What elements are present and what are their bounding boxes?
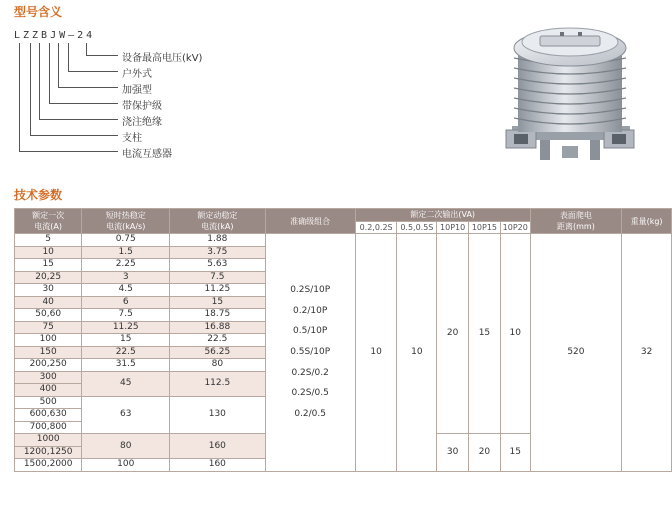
- cell-primary: 1500,2000: [15, 459, 82, 472]
- cell-thermal: 63: [82, 396, 170, 434]
- transformer-image: [500, 8, 640, 168]
- cell-thermal: 22.5: [82, 346, 170, 359]
- cell-primary: 30: [15, 284, 82, 297]
- cell-primary: 300: [15, 371, 82, 384]
- cell-thermal: 45: [82, 371, 170, 396]
- cell-dynamic: 3.75: [170, 246, 265, 259]
- output-10p15-lower: 20: [469, 434, 501, 472]
- subheader-02: 0.2,0.2S: [355, 221, 397, 234]
- cell-thermal: 1.5: [82, 246, 170, 259]
- cell-thermal: 7.5: [82, 309, 170, 322]
- legend-cast-insulation: 浇注绝缘: [122, 117, 162, 128]
- cell-dynamic: 160: [170, 459, 265, 472]
- accuracy-item: 0.2/10P: [293, 305, 328, 316]
- cell-primary: 10: [15, 246, 82, 259]
- accuracy-item: 0.2S/10P: [290, 284, 331, 295]
- output-10p20-lower: 15: [500, 434, 530, 472]
- cell-primary: 5: [15, 234, 82, 247]
- cell-dynamic: 160: [170, 434, 265, 459]
- output-05-cell: 10: [397, 234, 437, 472]
- cell-thermal: 80: [82, 434, 170, 459]
- cell-thermal: 11.25: [82, 321, 170, 334]
- cell-primary: 1000: [15, 434, 82, 447]
- cell-primary: 1200,1250: [15, 446, 82, 459]
- header-rated-primary: 额定一次 电流(A): [15, 209, 82, 234]
- cell-thermal: 2.25: [82, 259, 170, 272]
- cell-dynamic: 1.88: [170, 234, 265, 247]
- subheader-05: 0.5,0.5S: [397, 221, 437, 234]
- accuracy-item: 0.2S/0.2: [291, 367, 329, 378]
- cell-thermal: 4.5: [82, 284, 170, 297]
- cell-primary: 50,60: [15, 309, 82, 322]
- cell-primary: 400: [15, 384, 82, 397]
- cell-dynamic: 7.5: [170, 271, 265, 284]
- output-02-cell: 10: [355, 234, 397, 472]
- cell-primary: 700,800: [15, 421, 82, 434]
- header-secondary-output: 额定二次输出(VA): [355, 209, 530, 222]
- legend-post: 支柱: [122, 133, 142, 144]
- cell-primary: 75: [15, 321, 82, 334]
- cell-dynamic: 15: [170, 296, 265, 309]
- accuracy-item: 0.2/0.5: [294, 408, 326, 419]
- legend-outdoor: 户外式: [122, 69, 152, 80]
- cell-thermal: 6: [82, 296, 170, 309]
- header-creepage: 表面爬电 距离(mm): [530, 209, 621, 234]
- legend-current-transformer: 电流互感器: [122, 149, 172, 160]
- cell-primary: 20,25: [15, 271, 82, 284]
- cell-dynamic: 11.25: [170, 284, 265, 297]
- header-dynamic: 额定动稳定 电流(kA): [170, 209, 265, 234]
- accuracy-item: 0.2S/0.5: [291, 388, 329, 399]
- header-short-thermal: 短时热稳定 电流(kA/s): [82, 209, 170, 234]
- subheader-10p15: 10P15: [469, 221, 501, 234]
- header-accuracy: 准确级组合: [265, 209, 355, 234]
- cell-dynamic: 112.5: [170, 371, 265, 396]
- legend-protection: 带保护级: [122, 101, 162, 112]
- cell-primary: 200,250: [15, 359, 82, 372]
- header-weight: 重量(kg): [622, 209, 672, 234]
- cell-dynamic: 130: [170, 396, 265, 434]
- cell-primary: 150: [15, 346, 82, 359]
- output-10p10-lower: 30: [437, 434, 469, 472]
- cell-primary: 600,630: [15, 409, 82, 422]
- tech-params-title: 技术参数: [14, 188, 63, 202]
- accuracy-list-cell: [265, 234, 355, 472]
- spec-table: [14, 208, 672, 472]
- cell-dynamic: 80: [170, 359, 265, 372]
- accuracy-item: 0.5S/10P: [290, 346, 331, 357]
- output-10p15-upper: 15: [469, 234, 501, 434]
- cell-primary: 500: [15, 396, 82, 409]
- cell-primary: 100: [15, 334, 82, 347]
- output-10p10-upper: 20: [437, 234, 469, 434]
- cell-primary: 40: [15, 296, 82, 309]
- legend-max-voltage: 设备最高电压(kV): [122, 53, 203, 64]
- cell-dynamic: 22.5: [170, 334, 265, 347]
- subheader-10p20: 10P20: [500, 221, 530, 234]
- creepage-cell: 520: [530, 234, 621, 472]
- cell-dynamic: 5.63: [170, 259, 265, 272]
- model-meaning-title: 型号含义: [14, 5, 63, 19]
- cell-thermal: 3: [82, 271, 170, 284]
- legend-reinforced: 加强型: [122, 85, 152, 96]
- accuracy-item: 0.5/10P: [293, 326, 328, 337]
- output-10p20-upper: 10: [500, 234, 530, 434]
- model-code: LZZBJW–24: [14, 30, 96, 41]
- cell-thermal: 31.5: [82, 359, 170, 372]
- subheader-10p10: 10P10: [437, 221, 469, 234]
- cell-primary: 15: [15, 259, 82, 272]
- cell-thermal: 100: [82, 459, 170, 472]
- cell-dynamic: 18.75: [170, 309, 265, 322]
- weight-cell: 32: [622, 234, 672, 472]
- cell-thermal: 0.75: [82, 234, 170, 247]
- cell-dynamic: 16.88: [170, 321, 265, 334]
- cell-thermal: 15: [82, 334, 170, 347]
- cell-dynamic: 56.25: [170, 346, 265, 359]
